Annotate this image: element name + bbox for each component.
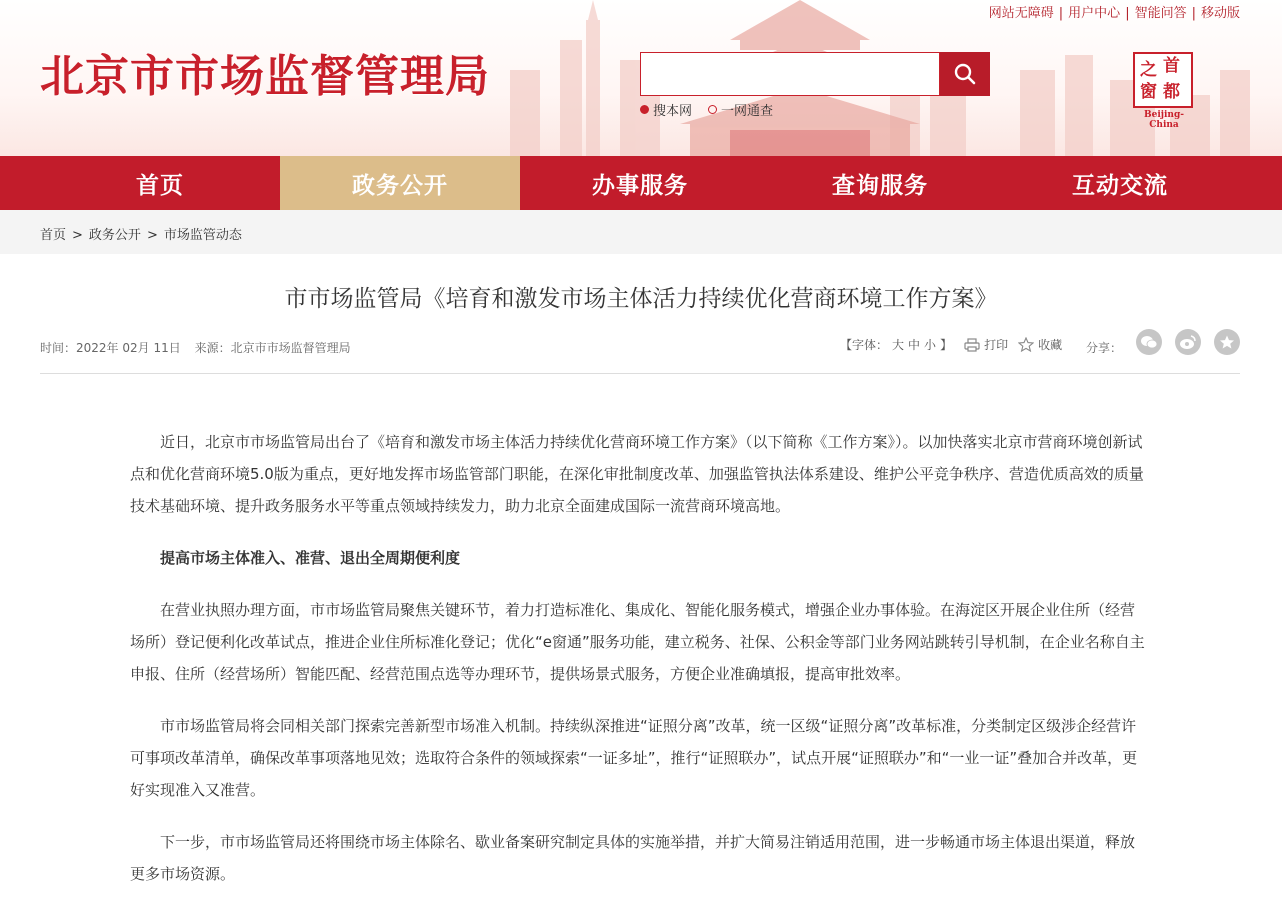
capital-window-logo-box <box>1133 52 1193 108</box>
logo-char: 都 <box>1163 82 1180 102</box>
article-paragraph: 市市场监管局将会同相关部门探索完善新型市场准入机制。持续纵深推进“证照分离”改革，统一区级“证照分离”改革标准，分类制定区级涉企经营许可事项改革清单，确保改革事项落地见效；选取符合条件的领域探索“一证多址”，推行“证照联办”，试点开展“证照联办”和“一业一证”叠加合并改革，更好实现准入又准营。 <box>130 717 1138 799</box>
qzone-share-icon[interactable] <box>1214 329 1240 355</box>
wechat-share-icon[interactable] <box>1136 329 1162 355</box>
print-button[interactable]: 打印 <box>984 338 1009 352</box>
mobile-version-link[interactable]: 移动版 <box>1200 6 1240 21</box>
font-size-label: 【字体： <box>840 338 889 352</box>
search-scope-label: 搜本网 <box>653 104 693 119</box>
nav-government-affairs[interactable]: 政务公开 <box>280 156 520 210</box>
main-nav <box>0 156 1282 210</box>
breadcrumb-home[interactable]: 首页 <box>40 228 67 243</box>
time-label: 时间： <box>40 341 77 355</box>
article-subheading: 提高市场主体准入、准营、退出全周期便利度 <box>160 549 461 567</box>
search-icon <box>953 62 977 86</box>
search-scope-label: 一网通查 <box>721 104 774 119</box>
meta-divider <box>40 373 1240 374</box>
article-paragraph: 下一步，市市场监管局还将围绕市场主体除名、歇业备案研究制定具体的实施举措，并扩大简易注销适用范围，进一步畅通市场主体退出渠道，释放更多市场资源。 <box>130 833 1136 883</box>
accessibility-link[interactable]: 网站无障碍 <box>988 6 1054 21</box>
weibo-icon <box>1179 334 1197 350</box>
site-header <box>0 0 1282 156</box>
search-input[interactable] <box>641 53 939 95</box>
nav-interaction[interactable]: 互动交流 <box>1072 172 1168 199</box>
article-source: 北京市市场监督管理局 <box>230 341 351 355</box>
search-button[interactable] <box>940 52 990 96</box>
publish-time: 2022年 02月 11日 <box>76 341 181 355</box>
article-meta <box>40 339 361 356</box>
search-box <box>640 52 940 96</box>
article-paragraph: 近日，北京市市场监管局出台了《培育和激发市场主体活力持续优化营商环境工作方案》（以下简称《工作方案》）。以加快落实北京市营商环境创新试点和优化营商环境5.0版为重点，更好地发挥市场监管部门职能，在深化审批制度改革、加强监管执法体系建设、维护公平竞争秩序、营造优质高效的质量技术基础环境、提升政务服务水平等重点领域持续发力，助力北京全面建成国际一流营商环境高地。 <box>130 433 1144 515</box>
print-icon[interactable] <box>964 338 980 352</box>
radio-selected-icon <box>640 105 649 114</box>
logo-caption: Beijing-China <box>1144 110 1184 130</box>
search-scope-all[interactable] <box>708 100 773 119</box>
radio-unselected-icon <box>708 105 717 114</box>
article-tools <box>840 336 1062 353</box>
logo-char: 窗 <box>1140 82 1157 102</box>
nav-query[interactable]: 查询服务 <box>832 172 928 199</box>
article-paragraph: 在营业执照办理方面，市市场监管局聚焦关键环节，着力打造标准化、集成化、智能化服务模式，增强企业办事体验。在海淀区开展企业住所（经营场所）登记便利化改革试点，推进企业住所标准化登记；优化“e窗通”服务功能，建立税务、社保、公积金等部门业务网站跳转引导机制，在企业名称自主申报、住所（经营场所）智能匹配、经营范围点选等办理环节，提供场景式服务，方便企业准确填报，提高审批效率。 <box>130 601 1145 683</box>
font-size-medium[interactable]: 中 <box>908 338 921 352</box>
capital-window-logo[interactable] <box>1133 52 1195 130</box>
star-icon[interactable] <box>1018 337 1034 352</box>
weibo-share-icon[interactable] <box>1175 329 1201 355</box>
font-size-small[interactable]: 小 <box>924 338 937 352</box>
font-size-close: 】 <box>940 338 953 352</box>
logo-char: 之 <box>1140 60 1157 80</box>
logo-char: 首 <box>1163 56 1180 76</box>
breadcrumb-government-affairs[interactable]: 政务公开 <box>88 228 141 243</box>
breadcrumb-current[interactable]: 市场监管动态 <box>163 228 242 243</box>
nav-home[interactable]: 首页 <box>136 172 184 199</box>
article-body <box>130 426 1145 910</box>
breadcrumb-bar <box>0 210 1282 254</box>
search-scope-options <box>640 100 773 119</box>
top-links: 网站无障碍 | 用户中心 | 智能问答 | 移动版 <box>988 6 1240 21</box>
article-title: 市市场监管局《培育和激发市场主体活力持续优化营商环境工作方案》 <box>284 286 998 312</box>
user-center-link[interactable]: 用户中心 <box>1068 6 1121 21</box>
search-scope-site[interactable] <box>640 100 692 119</box>
smart-qa-link[interactable]: 智能问答 <box>1134 6 1187 21</box>
wechat-icon <box>1140 334 1158 350</box>
nav-services[interactable]: 办事服务 <box>592 172 688 199</box>
source-label: 来源： <box>194 341 231 355</box>
favorite-button[interactable]: 收藏 <box>1038 338 1063 352</box>
qzone-star-icon <box>1219 334 1235 350</box>
breadcrumb: 首页 > 政务公开 > 市场监管动态 <box>40 228 242 243</box>
site-title[interactable]: 北京市市场监督管理局 <box>40 51 490 102</box>
share-label: 分享： <box>1086 341 1123 355</box>
font-size-large[interactable]: 大 <box>892 338 905 352</box>
